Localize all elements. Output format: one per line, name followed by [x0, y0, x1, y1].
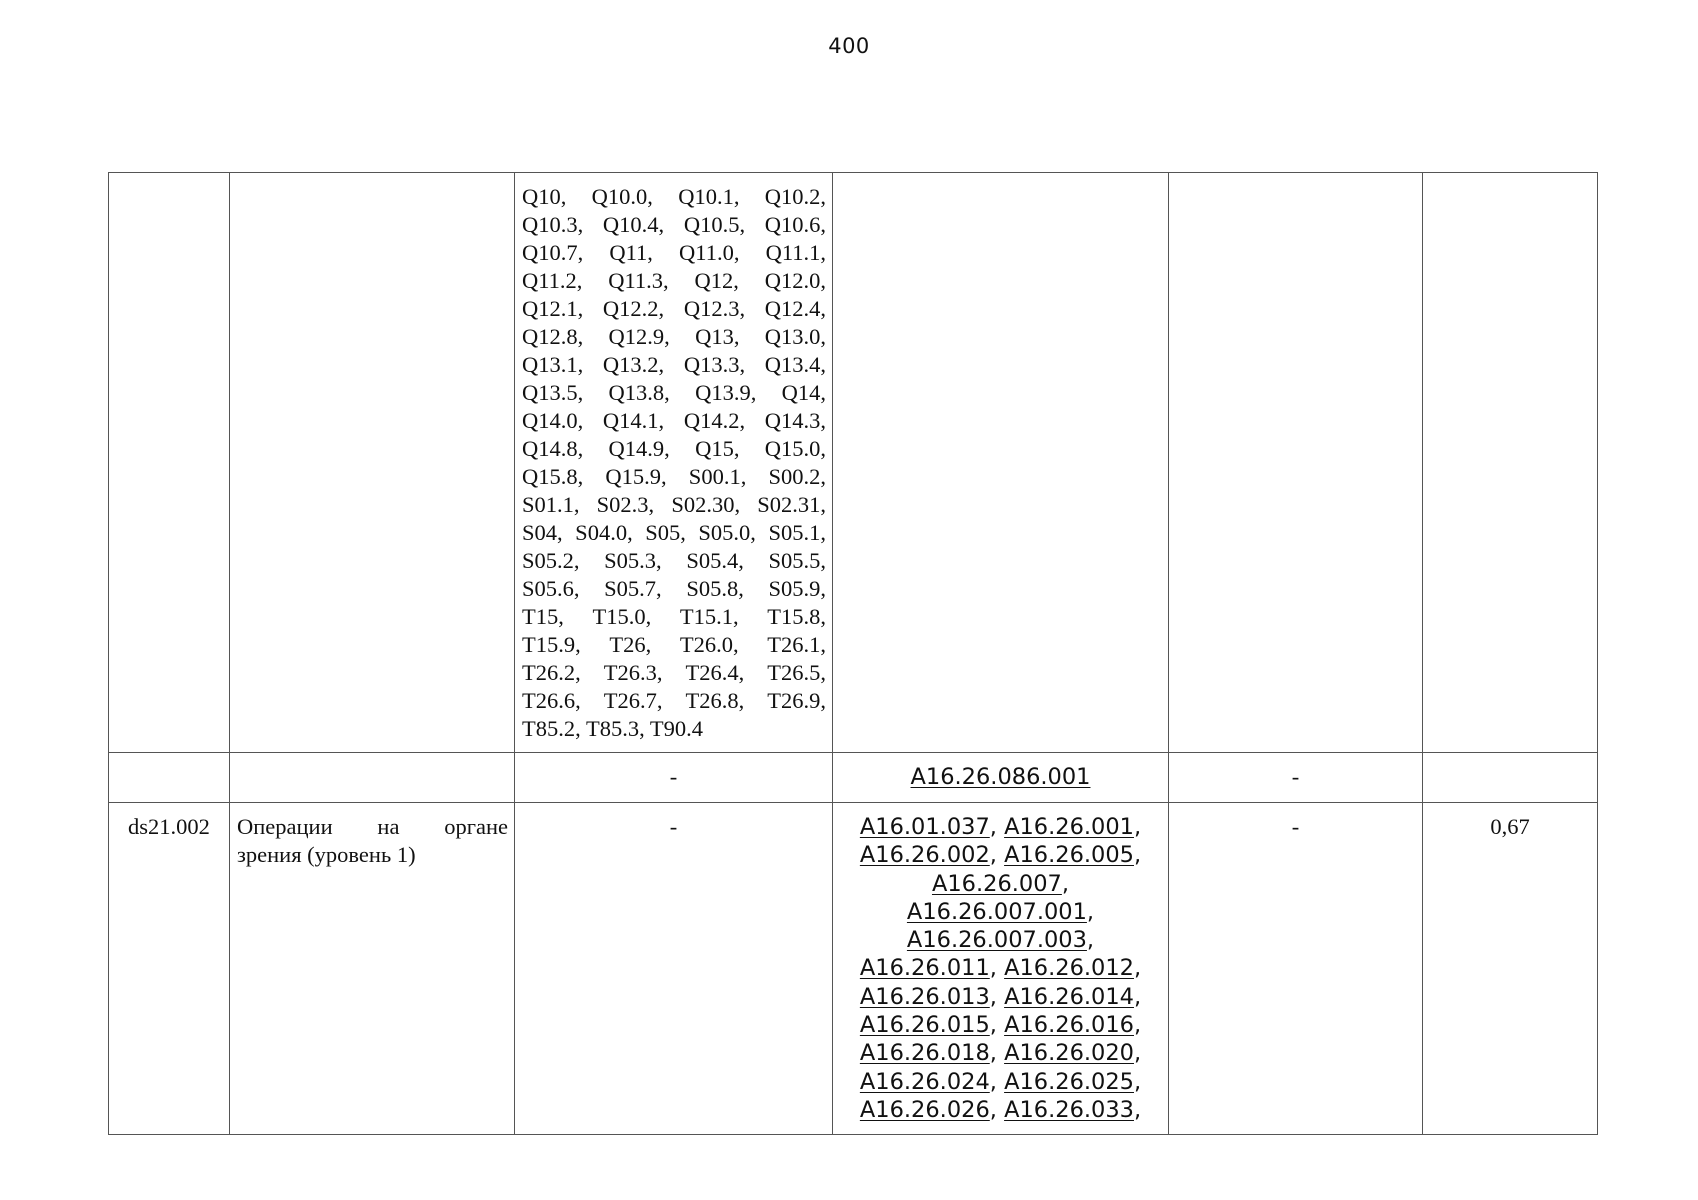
diagnosis-code-line: T15, T15.0, T15.1, T15.8,: [522, 604, 826, 629]
service-code-link[interactable]: A16.26.016: [1004, 1012, 1134, 1039]
diagnosis-code-line: T15.9, T26, T26.0, T26.1,: [522, 632, 826, 657]
service-code-line: [837, 813, 1164, 841]
diagnosis-code-line: Q12.8, Q12.9, Q13, Q13.0,: [522, 324, 826, 349]
extra-criteria-cell: -: [1169, 803, 1423, 1135]
group-name-line: зрения (уровень 1): [237, 842, 416, 867]
extra-criteria-cell: [1169, 173, 1423, 753]
service-code-line: [837, 898, 1164, 926]
diagnosis-code-line: S05.6, S05.7, S05.8, S05.9,: [522, 576, 826, 601]
separator: ,: [989, 814, 1005, 840]
service-code-line: [837, 954, 1164, 982]
tariff-table: [108, 172, 1598, 1135]
diagnosis-code-line: S01.1, S02.3, S02.30, S02.31,: [522, 492, 826, 517]
separator: ,: [989, 1068, 1005, 1095]
code-cell: [109, 173, 230, 753]
service-code-line: [837, 841, 1164, 869]
diagnosis-code-line: S04, S04.0, S05, S05.0, S05.1,: [522, 520, 826, 545]
table-row: [109, 753, 1598, 803]
table-row: [109, 803, 1598, 1135]
separator: ,: [1133, 1096, 1142, 1123]
diagnosis-code-line: Q14.0, Q14.1, Q14.2, Q14.3,: [522, 408, 826, 433]
group-name-line: Операции на органе: [237, 814, 508, 839]
separator: ,: [1061, 870, 1070, 897]
service-code-line: [837, 1068, 1164, 1096]
service-code-link[interactable]: A16.26.002: [859, 842, 990, 869]
service-code-link[interactable]: A16.26.007.001: [906, 898, 1087, 925]
coefficient-cell: 0,67: [1423, 803, 1598, 1135]
diagnosis-code-line: Q12.1, Q12.2, Q12.3, Q12.4,: [522, 296, 826, 321]
service-code-link[interactable]: A16.26.018: [859, 1040, 990, 1067]
separator: ,: [989, 955, 1005, 982]
diagnosis-code-line: Q14.8, Q14.9, Q15, Q15.0,: [522, 436, 826, 461]
diagnosis-codes-cell: [515, 173, 833, 753]
diagnosis-code-line: Q10.7, Q11, Q11.0, Q11.1,: [522, 240, 826, 265]
service-code-link[interactable]: A16.01.037: [859, 814, 990, 840]
separator: ,: [1133, 1068, 1142, 1095]
diagnosis-code-line: Q10, Q10.0, Q10.1, Q10.2,: [522, 184, 826, 209]
diagnosis-code-line: Q13.1, Q13.2, Q13.3, Q13.4,: [522, 352, 826, 377]
diagnosis-codes-list: [522, 183, 826, 743]
separator: ,: [1133, 983, 1142, 1010]
code-cell: ds21.002: [109, 803, 230, 1135]
service-code-link[interactable]: A16.26.014: [1004, 983, 1134, 1010]
diagnosis-codes-cell: -: [515, 753, 833, 803]
service-codes-cell: [833, 753, 1169, 803]
separator: ,: [1133, 842, 1142, 869]
separator: ,: [989, 1012, 1005, 1039]
separator: ,: [1133, 1012, 1142, 1039]
diagnosis-code-line: Q13.5, Q13.8, Q13.9, Q14,: [522, 380, 826, 405]
service-code-line: [837, 1096, 1164, 1124]
service-code-line: [837, 1011, 1164, 1039]
service-code-line: [837, 870, 1164, 898]
separator: ,: [989, 983, 1005, 1010]
coefficient-cell: [1423, 173, 1598, 753]
service-codes-cell: [833, 803, 1169, 1135]
service-code-link[interactable]: A16.26.033: [1004, 1096, 1134, 1123]
name-cell: [230, 173, 515, 753]
service-code-line: [837, 1039, 1164, 1067]
diagnosis-code-line: T26.6, T26.7, T26.8, T26.9,: [522, 688, 826, 713]
separator: ,: [989, 842, 1005, 869]
page-number: 400: [828, 34, 870, 58]
service-code-link[interactable]: A16.26.007.003: [906, 927, 1087, 954]
name-cell: [230, 753, 515, 803]
diagnosis-codes-cell: -: [515, 803, 833, 1135]
diagnosis-code-line: Q10.3, Q10.4, Q10.5, Q10.6,: [522, 212, 826, 237]
separator: ,: [1133, 814, 1142, 840]
name-cell: [230, 803, 515, 1135]
coefficient-cell: [1423, 753, 1598, 803]
service-code-link[interactable]: A16.26.001: [1004, 814, 1134, 840]
diagnosis-code-line: S05.2, S05.3, S05.4, S05.5,: [522, 548, 826, 573]
service-code-link[interactable]: A16.26.007: [931, 870, 1062, 897]
service-code-link[interactable]: A16.26.013: [859, 983, 990, 1010]
diagnosis-code-line: Q11.2, Q11.3, Q12, Q12.0,: [522, 268, 826, 293]
table-row: [109, 173, 1598, 753]
service-code-link[interactable]: A16.26.020: [1004, 1040, 1134, 1067]
separator: ,: [1086, 898, 1095, 925]
service-code-link[interactable]: A16.26.011: [859, 955, 990, 982]
service-code-line: [837, 983, 1164, 1011]
code-cell: [109, 753, 230, 803]
service-codes-cell: [833, 173, 1169, 753]
service-code-link[interactable]: A16.26.024: [859, 1068, 990, 1095]
service-codes-list: [837, 813, 1164, 1124]
service-code-link[interactable]: A16.26.086.001: [910, 764, 1091, 790]
separator: ,: [989, 1096, 1005, 1123]
service-code-link[interactable]: A16.26.012: [1004, 955, 1134, 982]
separator: ,: [1133, 955, 1142, 982]
diagnosis-code-line: Q15.8, Q15.9, S00.1, S00.2,: [522, 464, 826, 489]
service-code-link[interactable]: A16.26.015: [859, 1012, 990, 1039]
extra-criteria-cell: -: [1169, 753, 1423, 803]
service-code-link[interactable]: A16.26.025: [1004, 1068, 1134, 1095]
separator: ,: [1133, 1040, 1142, 1067]
separator: ,: [989, 1040, 1005, 1067]
service-code-link[interactable]: A16.26.026: [859, 1096, 990, 1123]
diagnosis-code-line: T85.2, T85.3, T90.4: [522, 716, 704, 741]
diagnosis-code-line: T26.2, T26.3, T26.4, T26.5,: [522, 660, 826, 685]
service-code-line: [837, 763, 1164, 791]
service-code-link[interactable]: A16.26.005: [1004, 842, 1134, 869]
separator: ,: [1086, 927, 1095, 954]
service-code-line: [837, 926, 1164, 954]
